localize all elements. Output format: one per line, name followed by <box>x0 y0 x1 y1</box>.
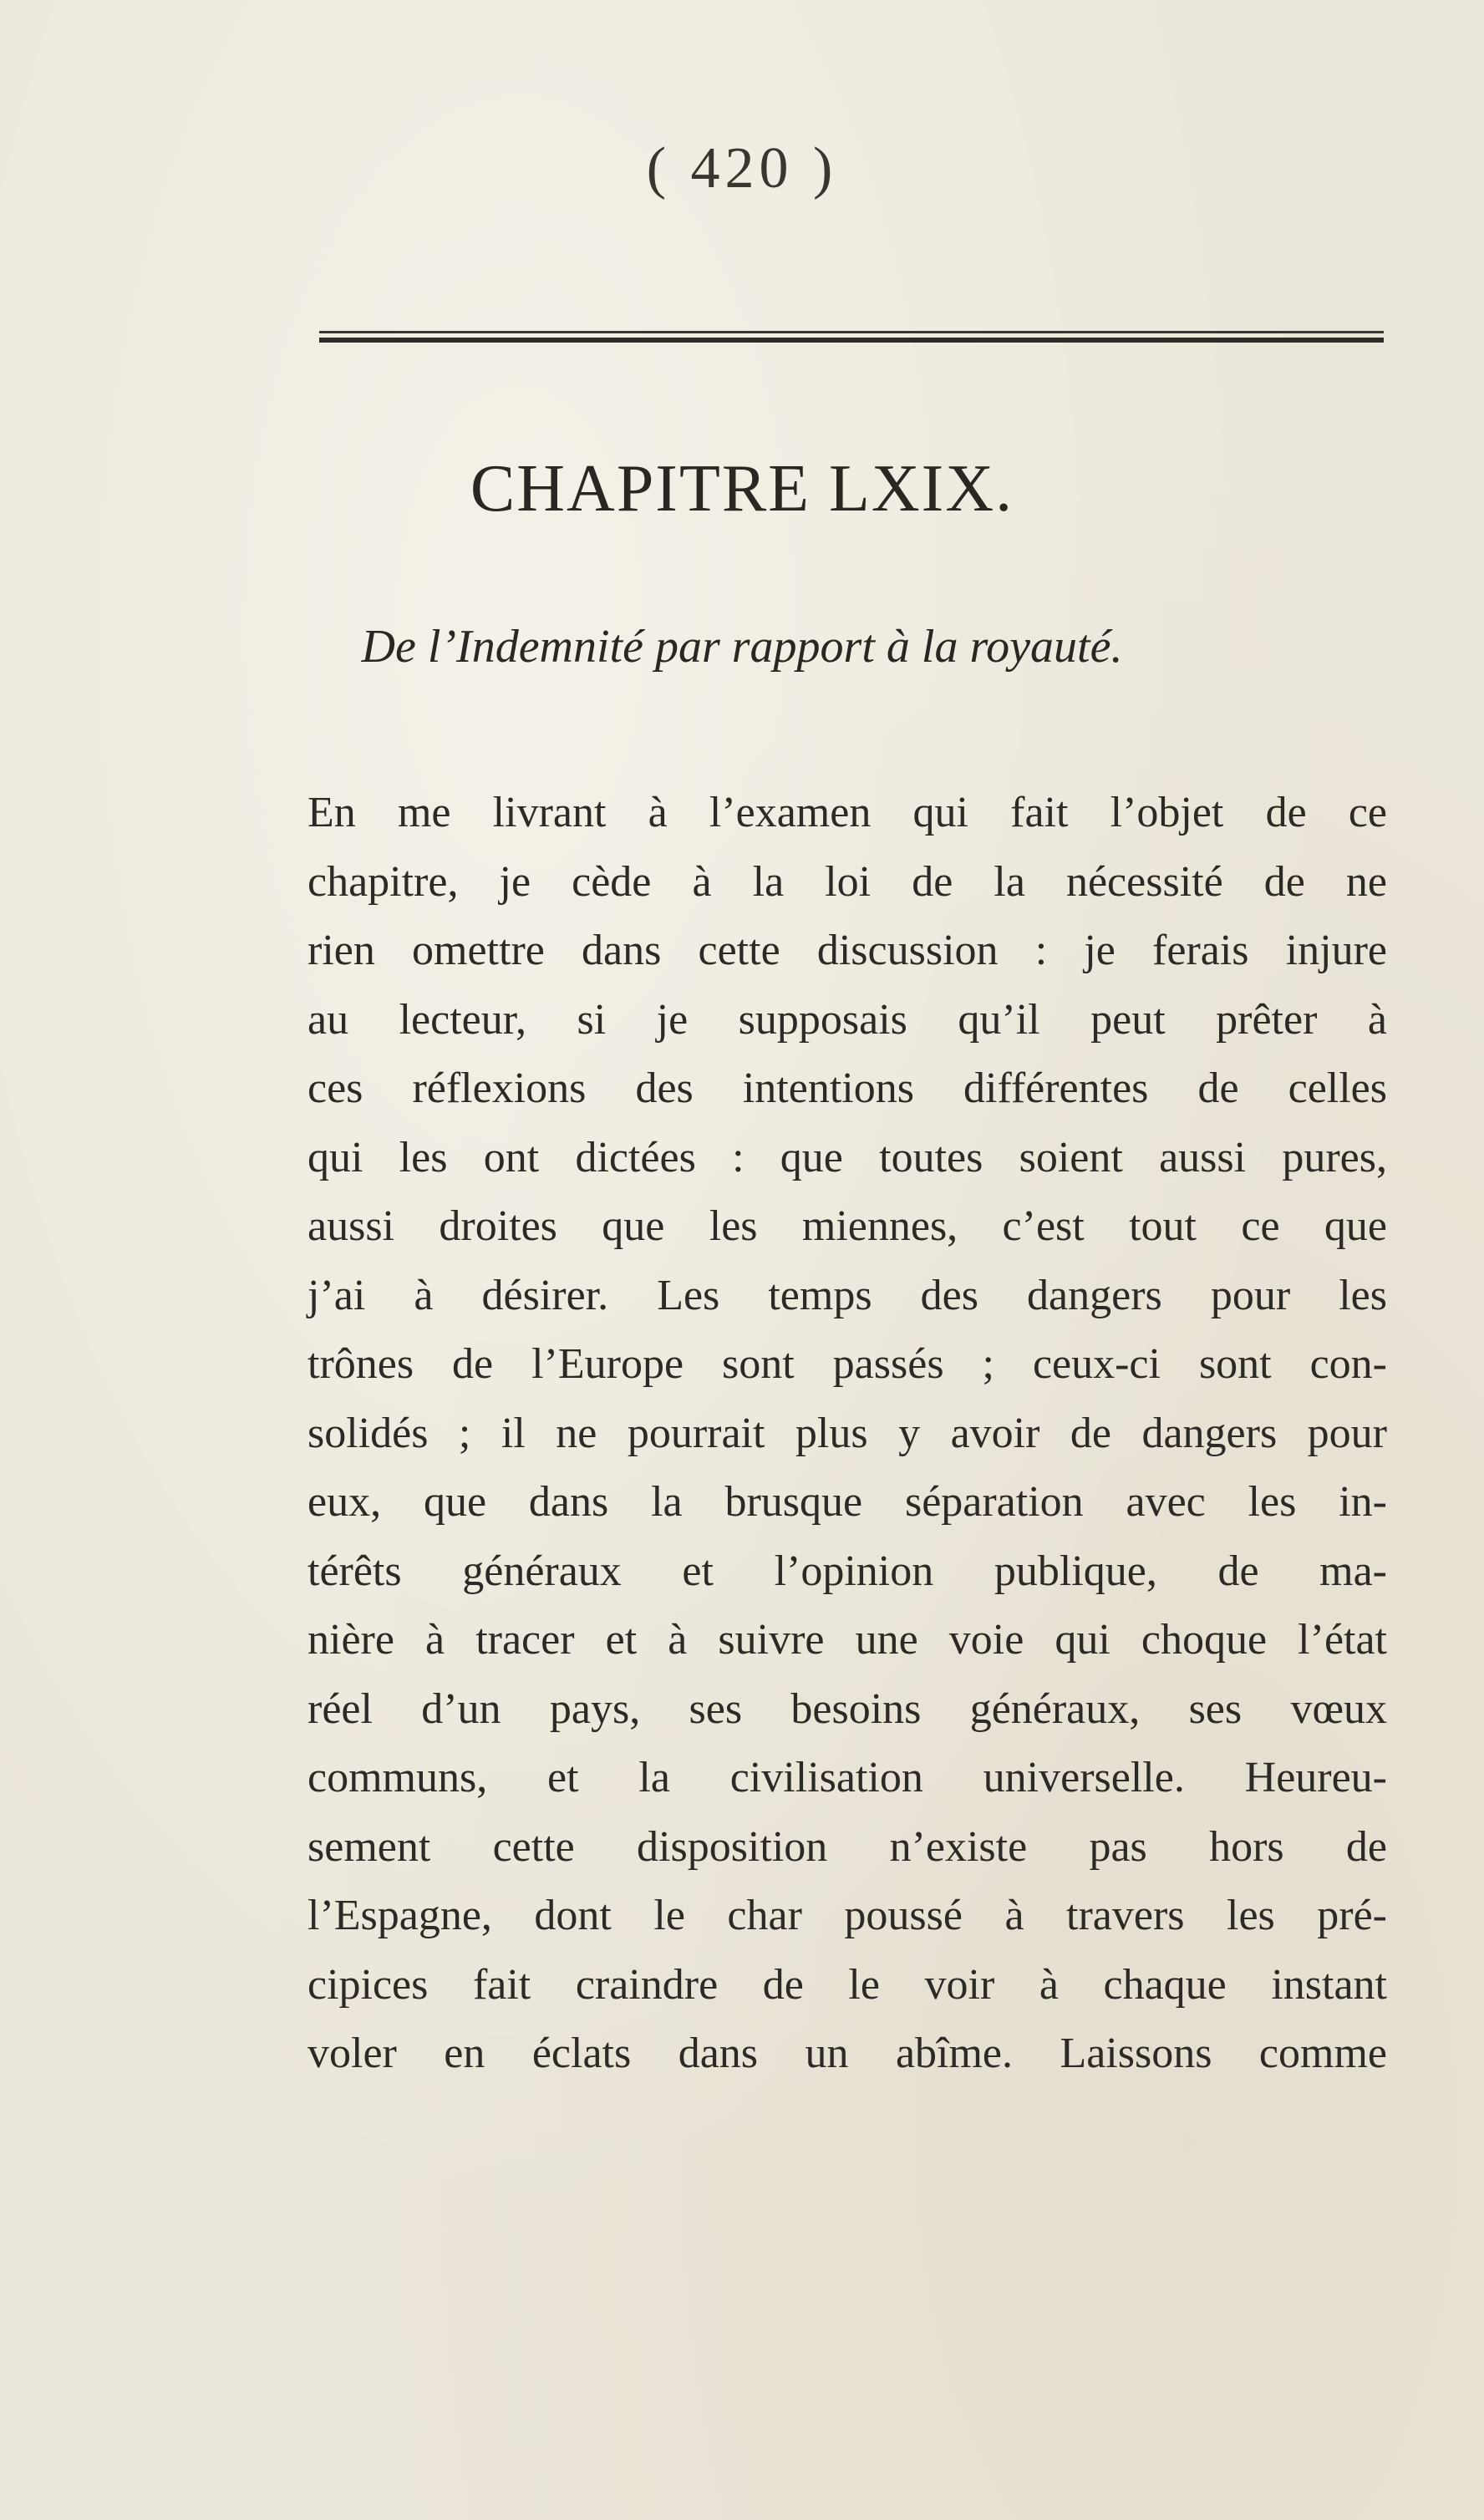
text-line: au lecteur, si je supposais qu’il peut prêter à <box>307 995 1387 1044</box>
body-text <box>307 779 1387 2089</box>
chapter-rule <box>319 331 1384 346</box>
text-line: j’ai à désirer. Les temps des dangers pour les <box>307 1271 1387 1319</box>
text-line: voler en éclats dans un abîme. Laissons comme <box>307 2030 1387 2077</box>
chapter-title: CHAPITRE LXIX. <box>470 452 1014 526</box>
text-line: eux, que dans la brusque séparation avec les in- <box>307 1478 1387 1526</box>
chapter-subtitle: De l’Indemnité par rapport à la royauté. <box>361 621 1123 673</box>
text-line: solidés ; il ne pourrait plus y avoir de dangers pour <box>307 1409 1387 1457</box>
page-number: ( 420 ) <box>646 136 838 201</box>
text-line: térêts généraux et l’opinion publique, de ma- <box>307 1547 1387 1595</box>
text-line: En me livrant à l’examen qui fait l’objet de ce <box>307 789 1387 836</box>
text-line: qui les ont dictées : que toutes soient aussi pures, <box>307 1133 1387 1181</box>
text-line: nière à tracer et à suivre une voie qui choque l’état <box>307 1616 1387 1664</box>
text-line: trônes de l’Europe sont passés ; ceux-ci sont con- <box>307 1340 1387 1388</box>
text-line: communs, et la civilisation universelle. Heureu- <box>307 1754 1387 1801</box>
chapter-rule-thin <box>319 331 1384 333</box>
text-line: ces réflexions des intentions différentes de celles <box>307 1064 1387 1112</box>
text-line: chapitre, je cède à la loi de la nécessité de ne <box>307 857 1387 906</box>
text-line: réel d’un pays, ses besoins généraux, ses vœux <box>307 1684 1387 1733</box>
text-line: l’Espagne, dont le char poussé à travers les pré- <box>307 1892 1387 1939</box>
text-line: sement cette disposition n’existe pas hors de <box>307 1822 1387 1871</box>
text-line: rien omettre dans cette discussion : je ferais injure <box>307 927 1387 974</box>
chapter-rule-thick <box>319 338 1384 343</box>
text-line: cipices fait craindre de le voir à chaque instant <box>307 1960 1387 2009</box>
text-line: aussi droites que les miennes, c’est tout ce que <box>307 1202 1387 1250</box>
